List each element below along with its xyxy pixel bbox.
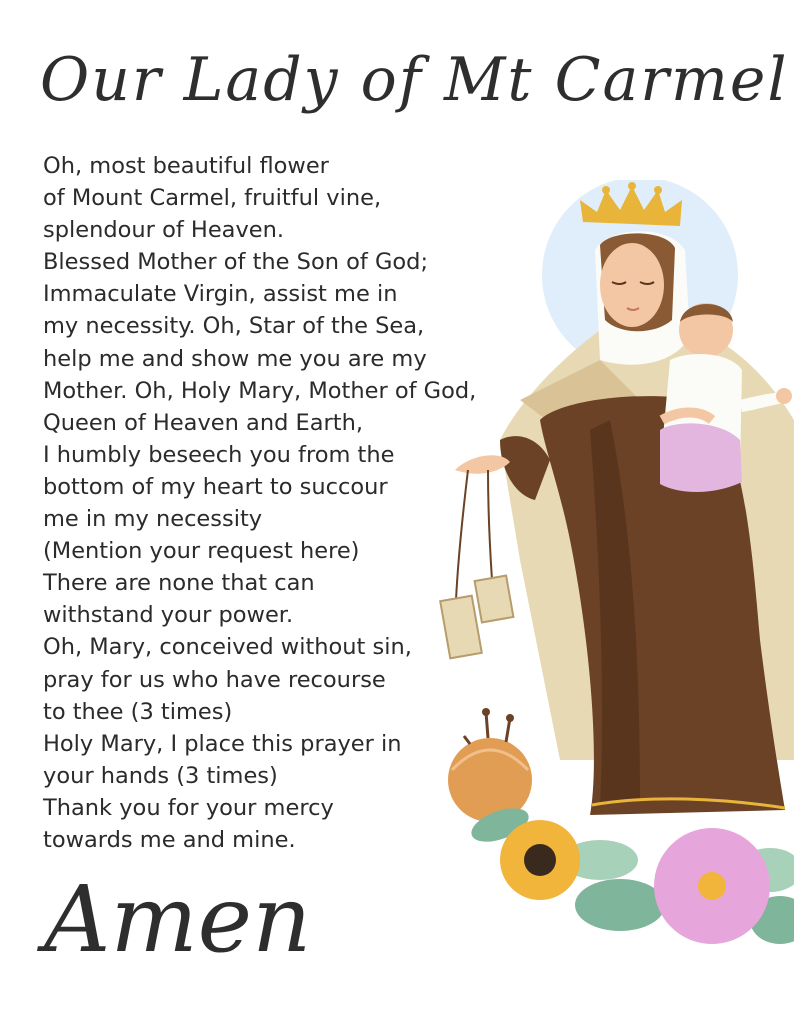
prayer-line: splendour of Heaven. — [43, 217, 285, 244]
our-lady-of-mount-carmel-illustration — [430, 180, 794, 970]
scapular-right — [475, 576, 514, 623]
prayer-line: bottom of my heart to succour — [43, 473, 388, 500]
hand-left — [455, 455, 510, 473]
prayer-line: Thank you for your mercy — [43, 794, 334, 821]
prayer-line: help me and show me you are my — [43, 345, 427, 372]
prayer-line: withstand your power. — [43, 602, 294, 629]
prayer-line: (Mention your request here) — [43, 538, 360, 565]
prayer-line: Oh, Mary, conceived without sin, — [43, 634, 412, 661]
scapular-left — [440, 596, 482, 659]
flower-yellow-icon — [500, 820, 580, 900]
flower-orange-icon — [448, 708, 532, 822]
closing-amen: Amen — [44, 866, 312, 973]
page-title: Our Lady of Mt Carmel — [40, 45, 789, 115]
prayer-line: my necessity. Oh, Star of the Sea, — [43, 313, 425, 340]
prayer-line: pray for us who have recourse — [43, 666, 386, 693]
prayer-line: Mother. Oh, Holy Mary, Mother of God, — [43, 377, 477, 404]
prayer-line: me in my necessity — [43, 506, 263, 533]
flower-pink-icon — [654, 828, 770, 944]
prayer-line: to thee (3 times) — [43, 698, 233, 725]
prayer-line: Blessed Mother of the Son of God; — [43, 249, 429, 276]
prayer-line: Oh, most beautiful flower — [43, 153, 329, 179]
mary-face — [600, 243, 664, 327]
prayer-line: your hands (3 times) — [43, 762, 278, 789]
prayer-line: Queen of Heaven and Earth, — [43, 409, 363, 436]
prayer-line: towards me and mine. — [43, 826, 296, 853]
prayer-line: Immaculate Virgin, assist me in — [43, 281, 398, 308]
prayer-line: Holy Mary, I place this prayer in — [43, 730, 402, 757]
prayer-line: There are none that can — [43, 570, 315, 597]
prayer-line: I humbly beseech you from the — [43, 441, 395, 468]
prayer-line: of Mount Carmel, fruitful vine, — [43, 185, 382, 212]
